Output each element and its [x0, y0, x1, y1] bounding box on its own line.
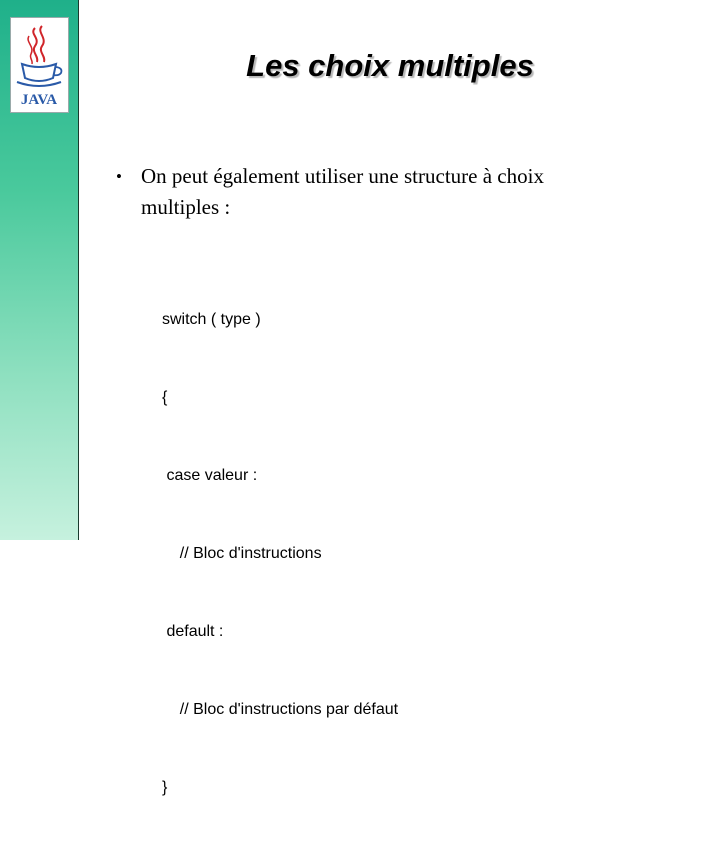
code-line: // Bloc d'instructions	[162, 545, 322, 562]
bullet-symbol: •	[116, 167, 122, 186]
code-line: case valeur :	[162, 467, 258, 484]
java-logo	[10, 17, 69, 113]
code-line: // Bloc d'instructions par défaut	[162, 701, 399, 718]
bullet-line-1: On peut également utiliser une structure à choix	[141, 164, 544, 188]
code-line: switch ( type )	[162, 311, 261, 328]
bullet-line-2: multiples :	[141, 195, 231, 219]
code-line: {	[162, 389, 168, 406]
bullet-paragraph	[141, 161, 621, 223]
java-cup-icon	[11, 18, 68, 112]
code-block	[162, 255, 398, 853]
slide-title: Les choix multiples	[246, 48, 534, 83]
java-logo-text: JAVA	[20, 92, 58, 108]
code-line: }	[162, 779, 168, 796]
code-line: default :	[162, 623, 224, 640]
